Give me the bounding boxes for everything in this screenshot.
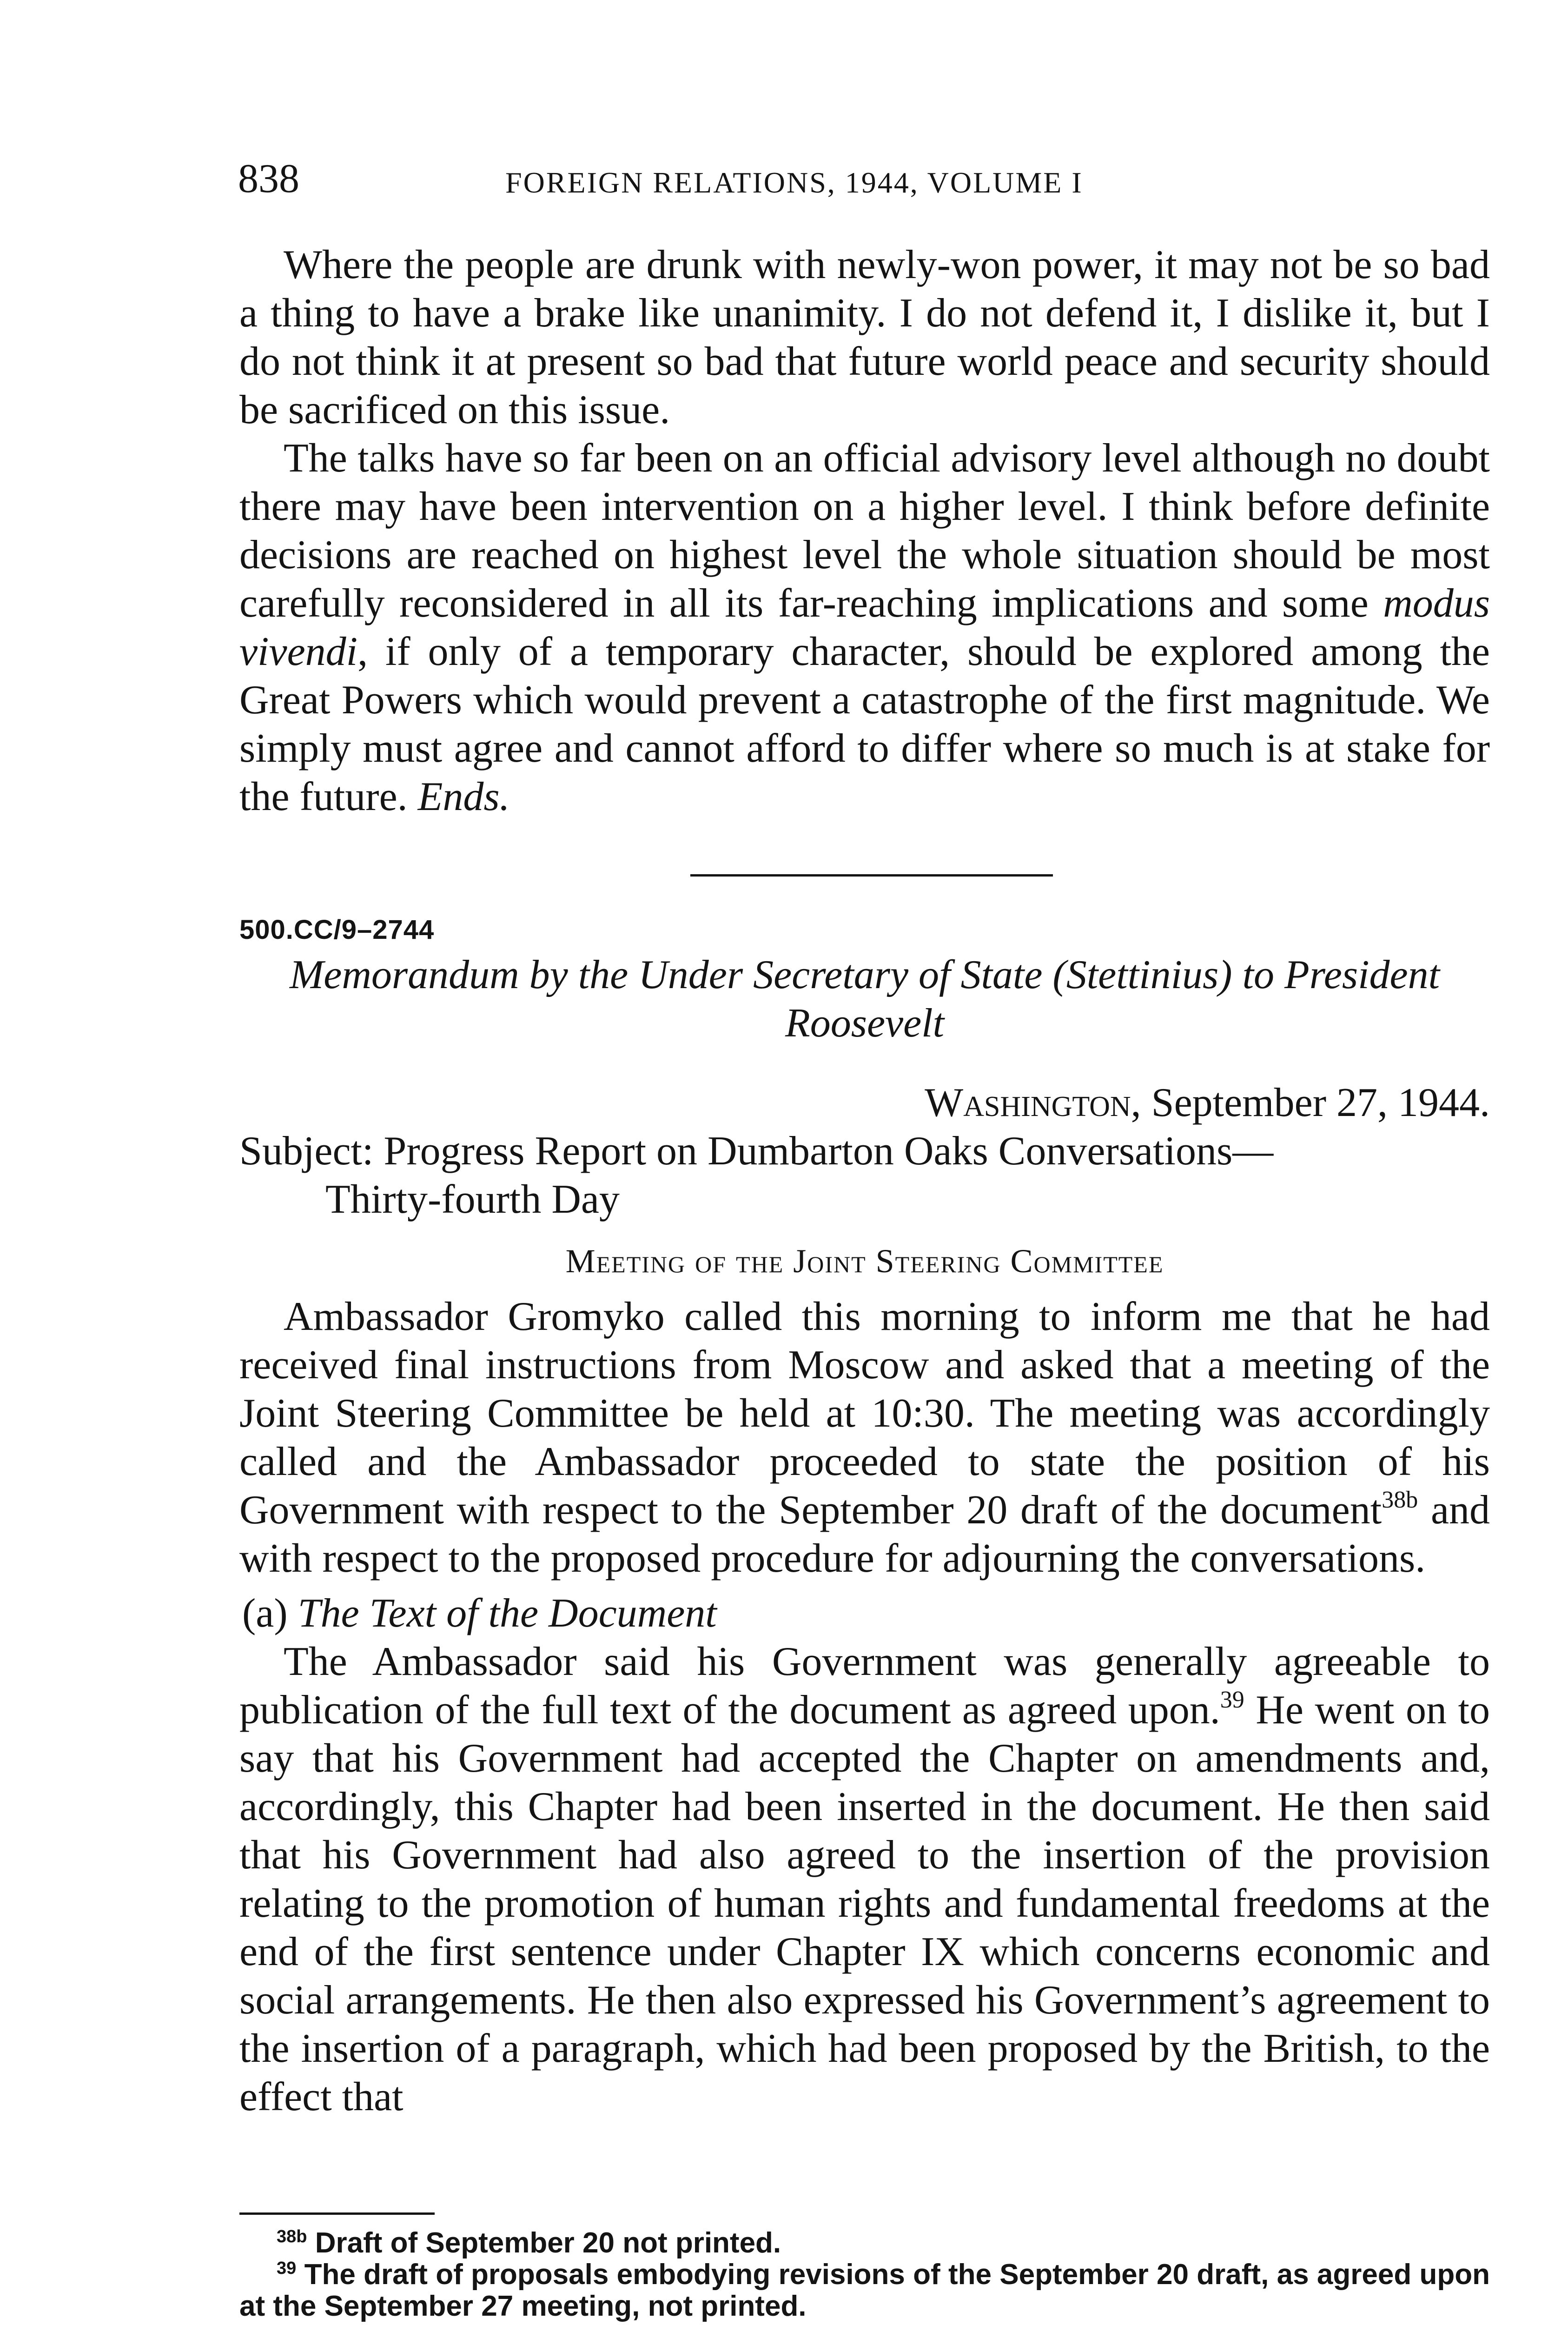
subsection-label: (a) — [242, 1591, 288, 1636]
footnote-divider — [239, 2212, 435, 2215]
dateline-date: , September 27, 1944. — [1131, 1080, 1490, 1125]
page-header — [238, 153, 1484, 205]
section-divider — [690, 874, 1053, 877]
paragraph-text: , if only of a temporary character, should be explored among the Great Powers which would prevent a catastrophe of the first magnitude. We simply must agree and cannot afford to differ where so much is at stake for the future. — [239, 629, 1490, 819]
running-head: FOREIGN RELATIONS, 1944, VOLUME I — [505, 166, 1083, 199]
paragraph — [239, 1293, 1490, 1583]
footnote-text: The draft of proposals embodying revisions of the September 20 draft, as agreed upon at the September 27 meeting, not printed. — [239, 2259, 1490, 2322]
preceding-letter-text — [239, 241, 1490, 821]
memo-body — [239, 1293, 1490, 2121]
dateline-place: Washington — [925, 1080, 1131, 1125]
subject-label: Subject: — [239, 1129, 374, 1174]
subject-line — [239, 1127, 1490, 1224]
section-heading: Meeting of the Joint Steering Committee — [565, 1242, 1164, 1280]
italic-phrase: modus vivendi — [239, 581, 1490, 674]
subsection-title: The Text of the Document — [298, 1591, 717, 1636]
title-name: Stettinius — [1066, 952, 1219, 997]
dateline — [925, 1079, 1490, 1127]
footnote-mark: 38b — [277, 2227, 307, 2246]
subject-row — [239, 1127, 1490, 1176]
subsection-heading — [239, 1589, 1490, 1638]
page-number: 838 — [238, 156, 299, 201]
footnotes — [239, 2227, 1490, 2322]
footnote-ref: 39 — [1220, 1687, 1244, 1713]
paragraph-text: The talks have so far been on an official advisory level although no doubt there may have been intervention on a higher level. I think before definite decisions are reached on highest level the whole situation should be most carefully reconsidered in all its far-reaching implications and some — [239, 436, 1490, 626]
title-text: ) to President Roosevelt — [785, 952, 1440, 1046]
footnote-ref: 38b — [1382, 1487, 1418, 1513]
file-number: 500.CC/9–2744 — [239, 915, 435, 945]
title-text: Memorandum by the Under Secretary of State ( — [289, 952, 1066, 997]
paragraph-text: Ambassador Gromyko called this morning to inform me that he had received final instructions from Moscow and asked that a meeting of the Joint Steering Committee be held at 10:30. The meeting was accordingly called and the Ambassador proceeded to state the position of his Government with respect to the September 20 draft of the document — [239, 1294, 1490, 1533]
footnote — [239, 2227, 1490, 2259]
footnote — [239, 2259, 1490, 2322]
paragraph — [239, 434, 1490, 821]
paragraph — [239, 1638, 1490, 2121]
paragraph-text: He went on to say that his Government had accepted the Chapter on amendments and, accordingly, this Chapter had been inserted in the document. He then said that his Government had also agreed to the insertion of the provision relating to the promotion of human rights and fundamental freedoms at the end of the first sentence under Chapter IX which concerns economic and social arrangements. He then also expressed his Government’s agreement to the insertion of a paragraph, which had been proposed by the British, to the effect that — [239, 1687, 1490, 2119]
paragraph: Where the people are drunk with newly-won power, it may not be so bad a thing to have a brake like unanimity. I do not defend it, I dislike it, but I do not think it at present so bad that future world peace and security should be sacrificed on this issue. — [239, 242, 1490, 432]
footnote-text: Draft of September 20 not printed. — [307, 2227, 781, 2259]
footnote-mark: 39 — [277, 2259, 297, 2278]
paragraph-text: The Ambassador said his Government was generally agreeable to publication of the full text of the document as agreed upon. — [239, 1639, 1490, 1733]
paragraph-text: and with respect to the proposed procedure for adjourning the conversations. — [239, 1488, 1490, 1581]
subject-continuation: Thirty-fourth Day — [325, 1177, 620, 1222]
closing-word: Ends. — [417, 774, 510, 819]
document-title — [239, 951, 1490, 1048]
subject-text: Progress Report on Dumbarton Oaks Conversations— — [373, 1129, 1274, 1174]
